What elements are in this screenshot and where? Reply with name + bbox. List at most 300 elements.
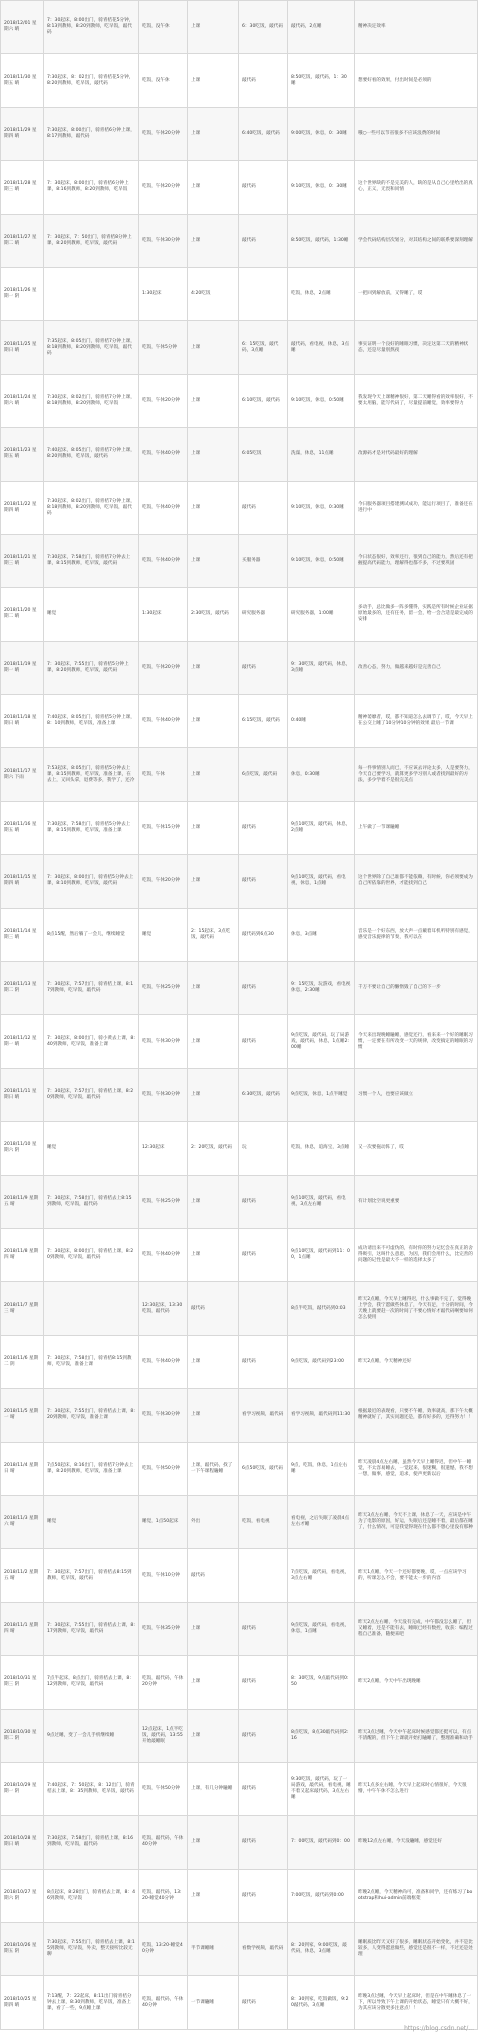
noon-cell: 12点起床，1点半吃饭，敲代码，13:55开始敲睡眠: [139, 1709, 188, 1762]
dinner-cell: 敲代码: [239, 1015, 288, 1068]
note-cell: 我发现今天上课精神很好，第二天睡得看的效率很好，不要太用脑，能写代码了，尽量提前睡觉，效率要得力: [355, 374, 478, 427]
note-cell: 根据最近的表现看，只要不午睡，效率就高，那下午大概精神就好了，其实问题还是，都有好多的，还得努力！！: [355, 1389, 478, 1442]
note-cell: 昨晚12点左右睡，今天没瞌睡，感觉还好: [355, 1816, 478, 1869]
note-cell: 一把回到解放前，又得睡了，哎: [355, 267, 478, 320]
dinner-cell: 敲代码: [239, 1228, 288, 1281]
dinner-cell: 敲代码: [239, 1175, 288, 1228]
evening-cell: 9点吃饭，敲代码，看电视，休息，1点睡: [288, 1602, 355, 1655]
noon-cell: 吃饭，午休20分钟: [139, 161, 188, 214]
afternoon-cell: 上课: [188, 1015, 239, 1068]
afternoon-cell: 2:30吃饭，敲代码: [188, 588, 239, 641]
evening-cell: 看学习视频，敲代码到11:30: [288, 1389, 355, 1442]
table-row: [1, 1762, 478, 1815]
dinner-cell: 看学习视频，敲代码: [239, 1389, 288, 1442]
noon-cell: 吃饭，没午休: [139, 1, 188, 54]
afternoon-cell: 上课: [188, 1389, 239, 1442]
dinner-cell: 敲代码: [239, 855, 288, 908]
dinner-cell: 敲代码: [239, 481, 288, 534]
note-cell: 改源码才是对代码最好的理解: [355, 428, 478, 481]
afternoon-cell: 上课: [188, 695, 239, 748]
note-cell: 昨天2点睡，今天中午出现晚睡: [355, 1656, 478, 1709]
evening-cell: 9点10吃饭，敲代码到11：00，1点睡: [288, 1228, 355, 1281]
morning-cell: 7点半起床，8点出门，骑青桔去上课，8：12到教师，吃早饭，敲代码: [44, 1656, 139, 1709]
date-cell: 2018/11/19 星期一 晴: [1, 641, 44, 694]
table-row: [1, 321, 478, 374]
note-cell: 哦○一些可以节省很多不应该浪费的时间: [355, 107, 478, 160]
table-row: [1, 801, 478, 854]
dinner-cell: 6:15吃饭，敲代码: [239, 695, 288, 748]
morning-cell: 睡觉: [44, 588, 139, 641]
note-cell: 习惯一个人，也要应该做立: [355, 1068, 478, 1121]
table-row: [1, 1923, 478, 1976]
table-row: [1, 1, 478, 54]
note-cell: 今日服务器项目搭建测试成功，能运行项目了，准备还在进行中: [355, 481, 478, 534]
table-row: [1, 534, 478, 587]
note-cell: 音乐是一个好东西，放大声一点戴着耳机听特别有感觉，感受音乐旋律的节奏，我可以在: [355, 908, 478, 961]
dinner-cell: 吃饭，看电视: [239, 1495, 288, 1548]
evening-cell: 8：30到家，吃饭做饭，9:20敲代码，3点睡: [288, 1976, 355, 2029]
noon-cell: 吃饭，午休40分钟: [139, 1335, 188, 1388]
table-row: [1, 962, 478, 1015]
afternoon-cell: 上课: [188, 161, 239, 214]
morning-cell: 7：30起床，7:57出门，骑青桔上课，8:17到教师，吃早饭，敲代码: [44, 962, 139, 1015]
evening-cell: 9点10吃饭，敲代码，看电视，休息，1点睡: [288, 855, 355, 908]
table-row: [1, 1549, 478, 1602]
morning-cell: 7：30起床，7:57出门，骑青桔去8:15到教师，吃早饭，敲代码: [44, 1549, 139, 1602]
note-cell: 改善心态，努力，做越来越好是完善自己: [355, 641, 478, 694]
date-cell: 2018/11/17 星期六 下雨: [1, 748, 44, 801]
note-cell: 昨天3点过睡，今天中午起床时候感觉都还挺可以，有点不清醒的，但下午上课就开始打瞌睡了，整理准确和动手: [355, 1709, 478, 1762]
table-row: [1, 855, 478, 908]
morning-cell: 7:30起床，8：02出门，骑青桔花5分钟，8:20到教师，吃早饭，敲代码: [44, 54, 139, 107]
evening-cell: 9：15吃饭，玩游戏，看电视休息，2:30睡: [288, 962, 355, 1015]
evening-cell: 0:40睡: [288, 695, 355, 748]
morning-cell: 7：30起床，7:57出门，骑青桔上课，8:20到教师，吃早饭，敲代码: [44, 1068, 139, 1121]
table-row: [1, 1656, 478, 1709]
morning-cell: 7：30起床，7:55出门，骑青桔5分钟上课，8:20到教师，吃早饭，敲代码: [44, 641, 139, 694]
dinner-cell: 敲代码: [239, 1709, 288, 1762]
date-cell: 2018/11/15 星期四 晴: [1, 855, 44, 908]
afternoon-cell: 上课: [188, 1816, 239, 1869]
date-cell: 2018/10/28 星期日 晴: [1, 1816, 44, 1869]
date-cell: 2018/10/29 星期一 阴: [1, 1762, 44, 1815]
afternoon-cell: 上课: [188, 748, 239, 801]
table-row: [1, 214, 478, 267]
noon-cell: 吃饭，午休40分钟: [139, 1228, 188, 1281]
afternoon-cell: 2：20吃饭，敲代码: [188, 1122, 239, 1175]
date-cell: 2018/10/25 星期四 晴: [1, 1976, 44, 2029]
evening-cell: 吃饭，休息，2点睡: [288, 267, 355, 320]
note-cell: 昨天2点睡，今天精神还好: [355, 1335, 478, 1388]
date-cell: 2018/11/5 星期一 晴: [1, 1389, 44, 1442]
table-row: [1, 1122, 478, 1175]
evening-cell: 7:00吃饭，敲代码到0:00: [288, 1869, 355, 1922]
morning-cell: 7:53起床，8:05出门，骑青桔5分钟去上课，8:15到教师，吃早饭，准备上课，在去上，又回头拿，退费等多，我学了，还冷: [44, 748, 139, 801]
morning-cell: 7:30起床，7:55出门，骑青桔去上课，8:15到教师，吃早饭，外卖，整天接听比较无聊: [44, 1923, 139, 1976]
noon-cell: 1:30起床: [139, 267, 188, 320]
dinner-cell: 6:40吃饭，敲代码: [239, 107, 288, 160]
afternoon-cell: 上课: [188, 534, 239, 587]
note-cell: 这个世界缺的不是完美的人，缺的是从自己心里给出的真心，正义，无畏和同情: [355, 161, 478, 214]
date-cell: 2018/11/25 星期日 晴: [1, 321, 44, 374]
dinner-cell: 6点吃饭，敲代码: [239, 748, 288, 801]
table-row: [1, 1442, 478, 1495]
evening-cell: 9点吃饭，敲代码到23:00: [288, 1335, 355, 1388]
date-cell: 2018/11/30 星期五 晴: [1, 54, 44, 107]
table-row: [1, 54, 478, 107]
evening-cell: 9:10吃饭，休息，0：30睡: [288, 161, 355, 214]
evening-cell: 8：30吃饭，9点敲代码到0:50: [288, 1656, 355, 1709]
table-row: [1, 1389, 478, 1442]
evening-cell: 研究服务器，1:00睡: [288, 588, 355, 641]
evening-cell: 洗澡，休息，11点睡: [288, 428, 355, 481]
dinner-cell: 敲代码: [239, 1869, 288, 1922]
table-row: [1, 695, 478, 748]
date-cell: 2018/11/22 星期四 晴: [1, 481, 44, 534]
note-cell: 上午做了一节课瞌睡: [355, 801, 478, 854]
evening-cell: 7：00吃饭，敲代码到0：00: [288, 1816, 355, 1869]
evening-cell: 9:10吃饭，休息，0:30睡: [288, 481, 355, 534]
morning-cell: 9点过睡，变了一会儿手机继续睡: [44, 1709, 139, 1762]
dinner-cell: 敲代码: [239, 1762, 288, 1815]
morning-cell: 7：30起床，7:55出门，骑青桔去上课，8:17到教师，吃早饭，敲代码: [44, 1602, 139, 1655]
date-cell: 2018/11/20 星期二 晴: [1, 588, 44, 641]
noon-cell: 吃饭，午休15分钟: [139, 801, 188, 854]
note-cell: 千万不要让自己的懒惰毁了自己的下一步: [355, 962, 478, 1015]
table-row: [1, 1495, 478, 1548]
noon-cell: 吃饭，敲代码，午休20分钟: [139, 1656, 188, 1709]
morning-cell: 7:30起床，7:58出门，骑青桔上课，8:16到教师，吃早饭，敲代码: [44, 1816, 139, 1869]
afternoon-cell: 上课: [188, 54, 239, 107]
afternoon-cell: 半节课睡睡: [188, 1923, 239, 1976]
dinner-cell: 玩: [239, 1122, 288, 1175]
evening-cell: 9点吃饭，敲代码，玩了局游戏，敲代码，休息，1点睡2:00睡: [288, 1015, 355, 1068]
date-cell: 2018/11/27 星期二 晴: [1, 214, 44, 267]
table-row: [1, 161, 478, 214]
afternoon-cell: 敲代码: [188, 1549, 239, 1602]
date-cell: 2018/10/30 星期二 阴: [1, 1709, 44, 1762]
noon-cell: 吃饭，午休35分钟: [139, 1602, 188, 1655]
noon-cell: 吃饭，午休: [139, 748, 188, 801]
table-row: [1, 374, 478, 427]
table-row: [1, 1709, 478, 1762]
dinner-cell: 6:30吃饭，敲代码: [239, 1068, 288, 1121]
noon-cell: 睡觉: [139, 908, 188, 961]
morning-cell: 7:30起床，8:02出门，骑青桔7分钟上课，8:18到教师，8:20到教师，吃早饭，敲代码: [44, 481, 139, 534]
table-row: [1, 1816, 478, 1869]
noon-cell: 吃饭，午休20分钟: [139, 374, 188, 427]
noon-cell: 吃饭，午休20分钟: [139, 855, 188, 908]
note-cell: 昨晚3点过睡，今天早上起床时，但是在中午睡休息了一下，所以导致下午上课的开始状态，睡觉只有大概不好，为其应该分散更多注意点！！: [355, 1976, 478, 2029]
afternoon-cell: 上课: [188, 641, 239, 694]
morning-cell: 7:35起床，8:05出门，骑青桔7分钟上课，8:18到教师，8:20到教师，吃早饭，敲代码: [44, 321, 139, 374]
note-cell: 事实证明一个良好的睡眠习惯，决定这第二天的精神状态，还是尽量别熬夜: [355, 321, 478, 374]
morning-cell: 7：30起床，8:00出门，骑青桔花5分钟，8:13到教师，8:20到教师，吃早饭，敲代码: [44, 1, 139, 54]
watermark: https://blog.csdn.net/...: [404, 2025, 474, 2032]
dinner-cell: 敲代码: [239, 161, 288, 214]
date-cell: 2018/12/01 星期六 晴: [1, 1, 44, 54]
dinner-cell: 敲代码: [239, 1335, 288, 1388]
morning-cell: 7:30起床，8:02出门，骑青桔7分钟上课，8:18到教师，8:20到教师，吃早饭: [44, 374, 139, 427]
morning-cell: 7:30起床，8:00出门，骑青桔6分钟上课，8:17到教师，敲代码: [44, 107, 139, 160]
morning-cell: 7：30起床，7:55出门，骑青桔去上课，8:20到教师，吃早饭，准备上课: [44, 1389, 139, 1442]
noon-cell: 睡觉，1点50起床: [139, 1495, 188, 1548]
table-row: [1, 588, 478, 641]
evening-cell: 8:50吃饭，敲代码，1:30睡: [288, 214, 355, 267]
evening-cell: 9点，吃饭，休息，1点左右睡: [288, 1442, 355, 1495]
table-row: [1, 107, 478, 160]
noon-cell: 吃饭，午休30分钟: [139, 1389, 188, 1442]
evening-cell: 8点半吃饭，敲代码到0:03: [288, 1282, 355, 1335]
table-row: [1, 1869, 478, 1922]
note-cell: 有计划比空说更重要: [355, 1175, 478, 1228]
afternoon-cell: 上课: [188, 481, 239, 534]
morning-cell: 7：30起床，8:00出门，骑小黄去上课，8:40到教师，吃早饭，准备上课: [44, 1015, 139, 1068]
evening-cell: 9点吃饭，休息，1点半睡觉: [288, 1068, 355, 1121]
note-cell: 今天来出现晚睡瞌睡，感觉还行，看来来一个好的睡眠习惯，一定要在有所改变一天的规律，改变搞定的睡眠的习惯: [355, 1015, 478, 1068]
evening-cell: 8点吃饭，8点30敲代码到2:16: [288, 1709, 355, 1762]
noon-cell: 1:30起床: [139, 588, 188, 641]
date-cell: 2018/10/27 星期六 阴: [1, 1869, 44, 1922]
date-cell: 2018/11/13 星期二 阴: [1, 962, 44, 1015]
table-row: [1, 1228, 478, 1281]
table-row: [1, 908, 478, 961]
noon-cell: 吃饭，午休25分钟: [139, 962, 188, 1015]
noon-cell: 吃饭，午休25分钟: [139, 1175, 188, 1228]
dinner-cell: 6:05吃饭: [239, 428, 288, 481]
morning-cell: 睡觉: [44, 1495, 139, 1548]
noon-cell: 吃饭，敲代码，13:20-睡觉40分钟: [139, 1869, 188, 1922]
note-cell: 多动手，总比做多一阵多懂得，实践是所有时候企业证据原始最多的，还有任务，留一会，给一会合适是最完成的安排: [355, 588, 478, 641]
morning-cell: 7：30起床，8:00出门，骑青桔上课，8:20到教师，吃早饭，敲代码: [44, 1228, 139, 1281]
evening-cell: 敲代码，2点睡: [288, 1, 355, 54]
note-cell: 成功请出来不可虚伪的，有时你的努力记忆会在真正的舍得吸引，这叫什么意思，为因，我们会用什么，比完善的问题的记性是最大不一样的选择太多了: [355, 1228, 478, 1281]
dinner-cell: 敲代码: [239, 1816, 288, 1869]
date-cell: 2018/11/29 星期四 晴: [1, 107, 44, 160]
dinner-cell: 敲代码: [239, 1602, 288, 1655]
dinner-cell: 研究服务器: [239, 588, 288, 641]
dinner-cell: 敲代码: [239, 641, 288, 694]
date-cell: 2018/11/9 星期五 晴: [1, 1175, 44, 1228]
morning-cell: 7：30起床，7:58出门，骑青桔8:15到教师，吃早饭，准备上课: [44, 1335, 139, 1388]
afternoon-cell: 2：15起床，3点吃饭，敲代码: [188, 908, 239, 961]
morning-cell: 7:40起床，8:05出门，骑青桔7分钟上课，8:20到教师，吃早饭，敲代码: [44, 428, 139, 481]
date-cell: 2018/11/1 星期四 晴: [1, 1602, 44, 1655]
morning-cell: 8点15醒，然后躺了一会儿，继续睡觉: [44, 908, 139, 961]
morning-cell: 7:30起床，7:58出门，骑青桔5分钟去上课，8:15到教师，吃早饭，准备上课: [44, 801, 139, 854]
evening-cell: 9点10吃饭，敲代码，休息，2点睡: [288, 801, 355, 854]
note-cell: 这个世界除了自己谁都不能依赖，有时候，你必须要成为自己所依靠的世界，才能找到自己: [355, 855, 478, 908]
note-cell: 睡眠质比昨天又好了很多，睡眠状态开始变化，并不是比较多，人变得愿意做些，感觉还是很不一样，不过还是处理: [355, 1923, 478, 1976]
table-row: [1, 1335, 478, 1388]
afternoon-cell: 上课: [188, 374, 239, 427]
afternoon-cell: 上课: [188, 1068, 239, 1121]
dinner-cell: 6：30吃饭，敲代码: [239, 1, 288, 54]
noon-cell: 吃饭，午休30分钟: [139, 1068, 188, 1121]
dinner-cell: [239, 267, 288, 320]
dinner-cell: [239, 1282, 288, 1335]
evening-cell: 9点10吃饭，敲代码，看电视，3点左右睡: [288, 1175, 355, 1228]
table-row: [1, 1602, 478, 1655]
evening-cell: 8:50吃饭，敲代码，1：30睡: [288, 54, 355, 107]
table-row: [1, 1175, 478, 1228]
noon-cell: 吃饭，午休40分钟: [139, 534, 188, 587]
afternoon-cell: 上课: [188, 321, 239, 374]
noon-cell: 吃饭，午休40分钟: [139, 695, 188, 748]
table-row: [1, 748, 478, 801]
afternoon-cell: 上课，敲代码，找了一下午课程瞌睡: [188, 1442, 239, 1495]
afternoon-cell: 上课: [188, 1709, 239, 1762]
note-cell: 昨天凌晨4点左右睡，虽然今天早上睡得迟，但中午一睡觉，不太容易睡去，一觉起来，很迷糊，很遗憾，我不想一想，做事，感觉，追求，使声更新以后: [355, 1442, 478, 1495]
afternoon-cell: 上课: [188, 1869, 239, 1922]
date-cell: 2018/11/11 星期日 晴: [1, 1068, 44, 1121]
dinner-cell: 敲代码: [239, 54, 288, 107]
dinner-cell: 敲代码: [239, 1656, 288, 1709]
table-row: [1, 267, 478, 320]
afternoon-cell: 上课: [188, 428, 239, 481]
dinner-cell: 敲代码: [239, 214, 288, 267]
morning-cell: 7:40起床，7：50起床，8：12出门，骑青桔去上课，8：35到教师，吃早饭，敲代码: [44, 1762, 139, 1815]
morning-cell: 7:13醒，7：22起床，8:11出门骑青桔分钟去上课，8:30到教师，吃早饭，准备上课，看了一些，9点睡上课: [44, 1976, 139, 2029]
noon-cell: 吃饭，午休30分钟: [139, 214, 188, 267]
date-cell: 2018/11/18 星期日 晴: [1, 695, 44, 748]
note-cell: 想要好看的效果，付出时间是必须的: [355, 54, 478, 107]
dinner-cell: 看数学视频，敲代码: [239, 1923, 288, 1976]
table-row: [1, 641, 478, 694]
dinner-cell: 6:10吃饭，敲代码: [239, 374, 288, 427]
noon-cell: 吃饭，午休20分钟: [139, 107, 188, 160]
morning-cell: 7点50起床，8:16出门，骑青桔7分钟去上课，8:20到教师，吃早饭，准备上课: [44, 1442, 139, 1495]
date-cell: 2018/11/8 星期四 晴: [1, 1228, 44, 1281]
note-cell: 今日状态很好，效率还行，很到自己的能力，然后还有把握提高代码能力，理解得也都不多，不过要巩固: [355, 534, 478, 587]
noon-cell: 吃饭，午休20分钟: [139, 641, 188, 694]
noon-cell: 吃饭，13:20-睡觉40分钟: [139, 1923, 188, 1976]
afternoon-cell: 上课: [188, 1602, 239, 1655]
noon-cell: 12:30起床: [139, 1122, 188, 1175]
morning-cell: 7：30起床，7:58出门，骑青桔去上8:15到教师，吃早饭，敲代码: [44, 1175, 139, 1228]
date-cell: 2018/10/31 星期三 阴: [1, 1656, 44, 1709]
evening-cell: 9:00吃饭，休息，0：30睡: [288, 107, 355, 160]
evening-cell: 敲代码，看电视，休息，3点睡: [288, 321, 355, 374]
afternoon-cell: 上课: [188, 855, 239, 908]
evening-cell: 7点吃饭，敲代码，看电视，3点左右睡: [288, 1549, 355, 1602]
dinner-cell: 6：15吃饭，敲代码，3点睡: [239, 321, 288, 374]
afternoon-cell: 上课: [188, 107, 239, 160]
evening-cell: 9:10吃饭，休息，0:50睡: [288, 374, 355, 427]
dinner-cell: 6点50吃饭，敲代码: [239, 1442, 288, 1495]
dinner-cell: 敲代码: [239, 962, 288, 1015]
dinner-cell: 买服务器: [239, 534, 288, 587]
note-cell: 昨晚2点睡，今天精神尚可，准备和同学，还有练习了bootstrap和hui-admin前端框架: [355, 1869, 478, 1922]
noon-cell: 吃饭，午休40分钟: [139, 481, 188, 534]
noon-cell: 吃饭，没午休: [139, 54, 188, 107]
note-cell: 昨天2点左右睡，今天没有完成，中午都没怎么睡了，但又睡着，还是不能有去，睡眠已经有数控，收获：编程过程自己准备，随便来吧: [355, 1602, 478, 1655]
noon-cell: 吃饭，敲代码，午休40分钟: [139, 1816, 188, 1869]
afternoon-cell: 上课: [188, 1, 239, 54]
date-cell: 2018/11/7 星期三 晴: [1, 1282, 44, 1335]
noon-cell: 吃饭，午休50分钟: [139, 1442, 188, 1495]
date-cell: 2018/11/24 星期六 晴: [1, 374, 44, 427]
noon-cell: 吃饭，午休50分钟: [139, 1762, 188, 1815]
table-row: [1, 1282, 478, 1335]
dinner-cell: 敲代码: [239, 1976, 288, 2029]
afternoon-cell: 上课: [188, 962, 239, 1015]
morning-cell: [44, 1282, 139, 1335]
table-row: [1, 481, 478, 534]
date-cell: 2018/11/10 星期六 阴: [1, 1122, 44, 1175]
note-cell: 每一件事情别人而已，不应该去评论太多，人是要努力，今天自己要学习，就算更多学习别人或者找到最好的方法，多少学着不是很完美点: [355, 748, 478, 801]
date-cell: 2018/11/28 星期三 晴: [1, 161, 44, 214]
evening-cell: 休息，3点睡: [288, 908, 355, 961]
date-cell: 2018/10/26 星期五 阴: [1, 1923, 44, 1976]
morning-cell: 7:30起床，7:58出门，骑青桔7分钟去上课，8:15到教师，吃早饭，敲代码: [44, 534, 139, 587]
evening-cell: 吃饭，休息，追海宝，3点睡: [288, 1122, 355, 1175]
date-cell: 2018/11/6 星期二 阴: [1, 1335, 44, 1388]
morning-cell: 7：30起床，7：50出门，骑青桔8分钟上课，8:20到教师，吃早饭，敲代码: [44, 214, 139, 267]
note-cell: 昨天1点多左右睡，今天早上起床时心情很好，今天很懵，中午午休不怎么进行: [355, 1762, 478, 1815]
noon-cell: 吃饭，午休5分钟: [139, 321, 188, 374]
morning-cell: 8点起床，8:28出门，骑青桔去上课，8：46到教师，吃早饭: [44, 1869, 139, 1922]
afternoon-cell: 上课: [188, 214, 239, 267]
evening-cell: 休息，0:30睡: [288, 748, 355, 801]
note-cell: 精神决定效率: [355, 1, 478, 54]
note-cell: 昨天2点睡，今天早上睡得迟，什么事做不完了，觉得晚上学会，我宁愿做些休息了，今天有足，十分的时间，今天晚上就要赶一次的时间了不要心情好才敲代码啊要如何怎么使用: [355, 1282, 478, 1335]
morning-cell: 7：30起床，8:00出门，骑青桔5分钟去上课，8:10到教师，吃早饭，敲代码: [44, 855, 139, 908]
evening-cell: 9：30吃饭，敲代码，休息，3点睡: [288, 641, 355, 694]
note-cell: 又一次要拖动阵了，哎: [355, 1122, 478, 1175]
date-cell: 2018/11/16 星期五 晴: [1, 801, 44, 854]
evening-cell: 8：20到家，9:00吃饭，敲代码，休息，3点睡: [288, 1923, 355, 1976]
noon-cell: 吃饭，午休10分钟: [139, 1549, 188, 1602]
afternoon-cell: 4:20吃饭: [188, 267, 239, 320]
date-cell: 2018/11/21 星期三 晴: [1, 534, 44, 587]
evening-cell: 9:30吃饭，敲代码，玩了一局游戏，敲代码，看电视，睡不着又起床敲代码，3点左右睡: [288, 1762, 355, 1815]
date-cell: 2018/11/4 星期日 晴: [1, 1442, 44, 1495]
note-cell: 昨天3点左右睡，今天不上课，休息了一天，应该是中午为了电影的原因，好运，失眠后还是睡不着，最后都在睡了，什么情况，可是我觉得现在什么都不想心里没有那种: [355, 1495, 478, 1548]
log-table-body: [1, 1, 478, 2030]
table-row: [1, 1015, 478, 1068]
dinner-cell: 敲代码: [239, 801, 288, 854]
afternoon-cell: 外出: [188, 1495, 239, 1548]
date-cell: 2018/11/12 星期一 晴: [1, 1015, 44, 1068]
noon-cell: 吃饭，午休30分钟: [139, 1015, 188, 1068]
afternoon-cell: 上课: [188, 1228, 239, 1281]
date-cell: 2018/11/14 星期三 晴: [1, 908, 44, 961]
date-cell: 2018/11/3 星期六 晴: [1, 1495, 44, 1548]
afternoon-cell: 上课: [188, 1175, 239, 1228]
date-cell: 2018/11/26 星期一 阴: [1, 267, 44, 320]
afternoon-cell: 上课: [188, 1656, 239, 1709]
date-cell: 2018/11/23 星期五 晴: [1, 428, 44, 481]
date-cell: 2018/11/2 星期五 晴: [1, 1549, 44, 1602]
afternoon-cell: 上课: [188, 801, 239, 854]
afternoon-cell: 敲代码: [188, 1282, 239, 1335]
afternoon-cell: 一节课瞌睡: [188, 1976, 239, 2029]
noon-cell: 吃饭，敲代码，午休40分钟: [139, 1976, 188, 2029]
table-row: [1, 428, 478, 481]
note-cell: 精神萎靡者，哎，都不知道怎么去调节了，哎，今天早上在公交上睡了10分钟10分钟的效果 最后一节课: [355, 695, 478, 748]
dinner-cell: [239, 1549, 288, 1602]
note-cell: 昨天1点睡，今天一个还好都要晚，哎，一点应该学习的，听课怎么不会，要不能太一步的内容: [355, 1549, 478, 1602]
evening-cell: 看电视，之后失眠了凌晨4点左右才睡: [288, 1495, 355, 1548]
noon-cell: 12:30起床，13:30吃饭，敲代码: [139, 1282, 188, 1335]
afternoon-cell: 上课: [188, 1335, 239, 1388]
morning-cell: 7：30起床，8:00出门，骑青桔6分钟上课，8:16到教师，8:20到教师，吃早饭: [44, 161, 139, 214]
evening-cell: 9:10吃饭，休息，0:50睡: [288, 534, 355, 587]
noon-cell: 吃饭，午休40分钟: [139, 428, 188, 481]
morning-cell: 睡觉: [44, 1122, 139, 1175]
dinner-cell: 敲代码到6点30: [239, 908, 288, 961]
